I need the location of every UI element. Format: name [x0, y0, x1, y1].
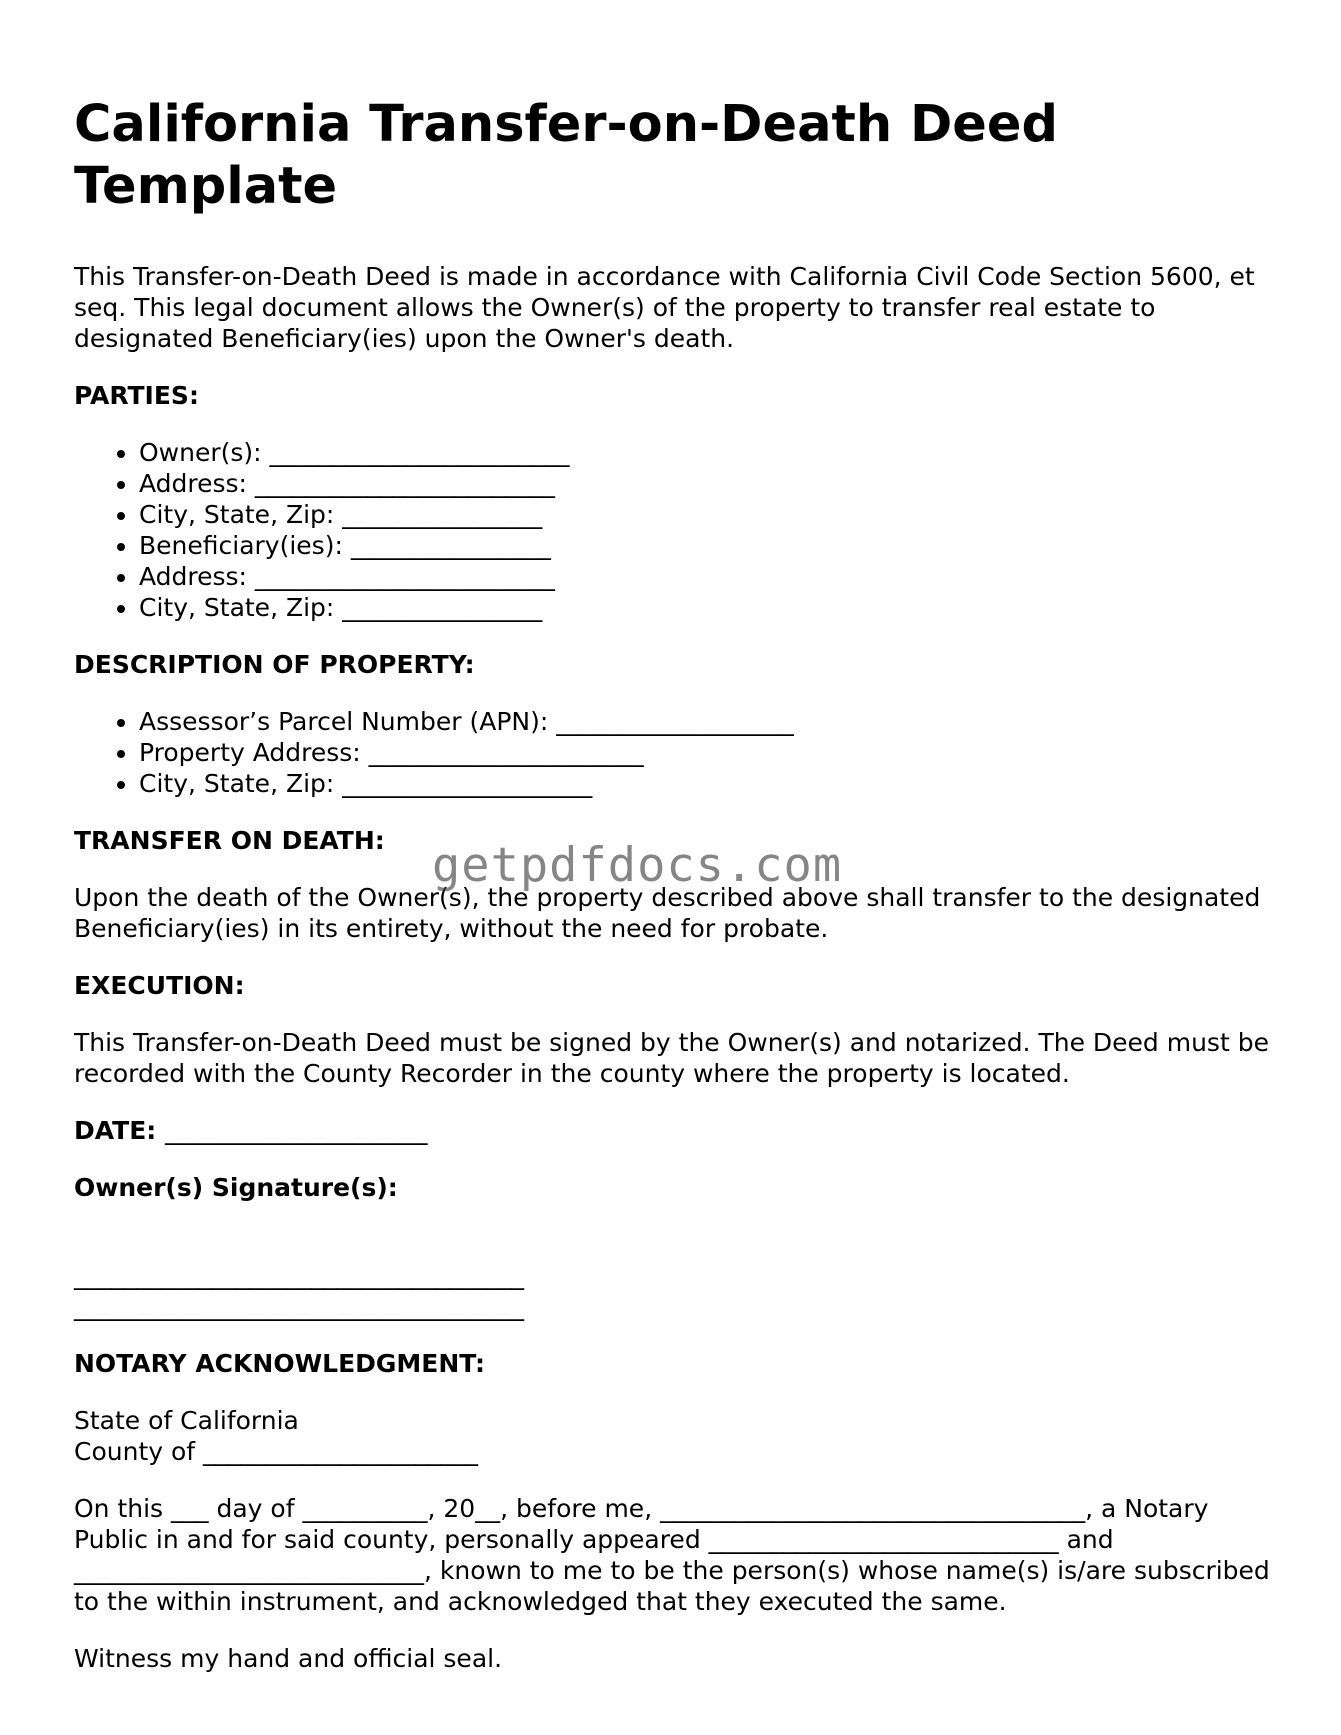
- transfer-heading: TRANSFER ON DEATH:: [74, 826, 385, 855]
- execution-paragraph: This Transfer-on-Death Deed must be signed by the Owner(s) and notarized. The Deed must be recorded with the County Recorder in the county where the property is located.: [74, 1028, 1269, 1088]
- list-item: • City, State, Zip: ________________: [139, 499, 1274, 530]
- list-item: • Address: ________________________: [139, 468, 1274, 499]
- date-label: DATE:: [74, 1116, 157, 1145]
- notary-heading: NOTARY ACKNOWLEDGMENT:: [74, 1349, 485, 1378]
- notary-state: State of California: [74, 1406, 299, 1435]
- notary-witness: Witness my hand and official seal.: [74, 1644, 503, 1673]
- list-item: • City, State, Zip: ________________: [139, 592, 1274, 623]
- parties-heading: PARTIES:: [74, 381, 199, 410]
- transfer-paragraph: Upon the death of the Owner(s), the property described above shall transfer to the designated Beneficiary(ies) in its entirety, without the need for probate.: [74, 883, 1261, 943]
- list-item: • Property Address: ______________________: [139, 737, 1274, 768]
- date-line: [74, 1115, 1274, 1146]
- signatures-heading: Owner(s) Signature(s):: [74, 1173, 398, 1202]
- list-item: • City, State, Zip: ____________________: [139, 768, 1274, 799]
- notary-paragraph: On this ___ day of __________, 20__, before me, __________________________________, a Notary Public in and for said county, personally appeared ____________________________ and ____________________________, known to me to be the person(s) whose name(s) is/are subscribed to the within instrument, and acknowledged that they executed the same.: [74, 1494, 1270, 1616]
- signature-line-2: ____________________________________: [74, 1292, 524, 1321]
- property-heading: DESCRIPTION OF PROPERTY:: [74, 650, 475, 679]
- intro-paragraph: This Transfer-on-Death Deed is made in accordance with California Civil Code Section 5600, et seq. This legal document allows the Owner(s) of the property to transfer real estate to designated Beneficiary(ies) upon the Owner's death.: [74, 262, 1255, 353]
- date-blank: _____________________: [165, 1116, 428, 1145]
- signature-line-1: ____________________________________: [74, 1261, 524, 1290]
- notary-county: County of ______________________: [74, 1437, 479, 1466]
- document-title: California Transfer-on-Death Deed Template: [74, 95, 1058, 216]
- watermark: getpdfdocs.com: [432, 838, 843, 893]
- list-item: • Owner(s): ________________________: [139, 437, 1274, 468]
- property-list: [74, 706, 1274, 799]
- list-item: • Address: ________________________: [139, 561, 1274, 592]
- list-item: • Assessor’s Parcel Number (APN): ___________________: [139, 706, 1274, 737]
- list-item: • Beneficiary(ies): ________________: [139, 530, 1274, 561]
- execution-heading: EXECUTION:: [74, 971, 245, 1000]
- parties-list: [74, 437, 1274, 623]
